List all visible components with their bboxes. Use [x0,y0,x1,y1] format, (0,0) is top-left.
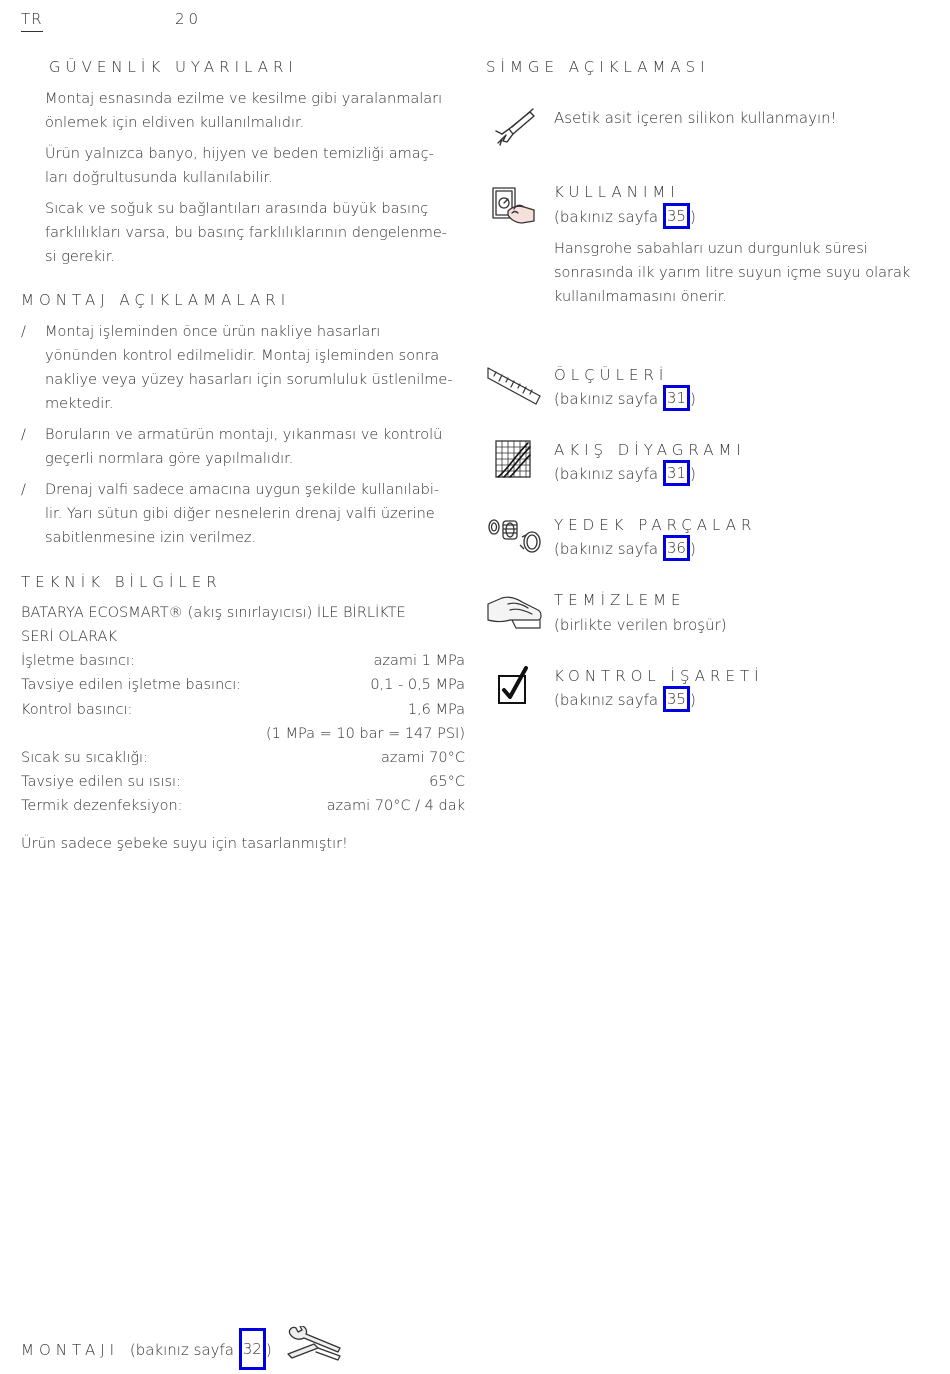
technical-note: Ürün sadece şebeke suyu için tasarlanmıştır! [21,836,348,852]
page-link-32[interactable]: 32 [239,1328,266,1370]
spec-label: Termik dezenfeksiyon: [21,798,183,814]
dimensions-reference [554,387,696,411]
technical-title: TEKNİK BİLGİLER [21,573,222,591]
cleaning-hand-icon [486,590,544,632]
silicone-gun-icon [492,105,536,147]
reference-prefix: (bakınız sayfa [554,465,663,483]
wrench-screwdriver-icon [286,1326,344,1364]
page-link-31[interactable]: 31 [663,385,690,411]
page-link-35[interactable]: 35 [663,203,690,229]
text-line: önlemek için eldiven kullanılmalıdır. [45,115,305,131]
spec-row-recommended-temp [21,770,465,794]
spec-value: azami 70°C [381,750,465,766]
spec-value: azami 1 MPa [373,653,465,669]
bullet-marker: / [21,482,26,498]
assembly-note-1 [45,320,453,416]
spec-label: İşletme basıncı: [21,653,135,669]
reference-prefix: (bakınız sayfa [129,1341,239,1359]
usage-title: KULLANIMI [554,183,680,201]
text-line: BATARYA ECOSMART® (akış sınırlayıcısı) İLE BİRLİKTE [21,605,406,621]
text-line: si gerekir. [45,249,116,265]
silicone-note: Asetik asit içeren silikon kullanmayın! [554,109,837,127]
reference-suffix: ) [265,1341,272,1359]
bullet-marker: / [21,324,26,340]
text-line: ları doğrultusunda kullanılabilir. [45,170,273,186]
spec-label: Tavsiye edilen işletme basıncı: [21,677,242,693]
cleaning-title: TEMİZLEME [554,591,686,609]
safety-paragraph-2 [45,142,434,190]
spec-row-test-pressure [21,698,465,722]
installation-title: MONTAJI [21,1341,120,1359]
control-mark-reference [554,688,696,712]
spec-row-recommended-pressure [21,673,465,697]
ruler-icon [486,364,542,406]
spec-row-operating-pressure [21,649,465,673]
hand-operating-icon [490,183,538,225]
text-line: sonrasında ilk yarım litre suyun içme suyu olarak [554,265,911,281]
text-line: Montaj işleminden önce ürün nakliye hasarları [45,324,381,340]
text-line: Boruların ve armatürün montajı, yıkanması ve kontrolü [45,427,443,443]
technical-intro [21,601,406,649]
text-line: lir. Yarı sütun gibi diğer nesnelerin drenaj valfi üzerine [45,506,435,522]
text-line: mektedir. [45,396,114,412]
text-line: Ürün yalnızca banyo, hijyen ve beden temizliği amaç- [45,146,434,162]
spec-row-hot-water-temp [21,746,465,770]
flow-graph-icon [494,439,534,481]
spec-value: 65°C [429,774,465,790]
text-line: Montaj esnasında ezilme ve kesilme gibi yaralanmaları [45,91,443,107]
safety-paragraph-3 [45,197,447,269]
text-line: yönünden kontrol edilmelidir. Montaj işleminden sonra [45,348,440,364]
spec-value: (1 MPa = 10 bar = 147 PSI) [266,726,465,742]
reference-prefix: (bakınız sayfa [554,390,663,408]
usage-reference [554,205,696,229]
safety-title: GÜVENLİK UYARILARI [49,58,298,76]
spec-value: 0,1 - 0,5 MPa [370,677,465,693]
reference-suffix: ) [689,540,696,558]
reference-suffix: ) [689,208,696,226]
text-line: kullanılmamasını önerir. [554,289,727,305]
reference-prefix: (bakınız sayfa [554,208,663,226]
reference-suffix: ) [689,691,696,709]
usage-description [554,237,910,309]
reference-prefix: (bakınız sayfa [554,540,663,558]
spec-label: Kontrol basıncı: [21,702,133,718]
text-line: SERİ OLARAK [21,629,117,645]
reference-prefix: (bakınız sayfa [554,691,663,709]
spec-label: Sıcak su sıcaklığı: [21,750,148,766]
dimensions-title: ÖLÇÜLERİ [554,366,669,384]
text-line: Sıcak ve soğuk su bağlantıları arasında büyük basınç [45,201,429,217]
language-code: TR [21,8,43,32]
assembly-note-3 [45,478,439,550]
text-line: Drenaj valfi sadece amacına uygun şekilde kullanılabi- [45,482,440,498]
assembly-note-2 [45,423,442,471]
text-line: farklılıkları varsa, bu basınç farklılıklarının dengelenme- [45,225,448,241]
symbols-title: SİMGE AÇIKLAMASI [486,58,710,76]
spare-parts-title: YEDEK PARÇALAR [554,516,757,534]
spec-label: Tavsiye edilen su ısısı: [21,774,181,790]
reference-suffix: ) [689,465,696,483]
text-line: sabitlenmesine izin verilmez. [45,530,257,546]
text-line: nakliye veya yüzey hasarları için sorumluluk üstlenilme- [45,372,453,388]
page-number: 20 [175,10,203,28]
safety-paragraph-1 [45,87,442,135]
bullet-marker: / [21,427,26,443]
checkbox-icon [496,664,532,706]
page-link-36[interactable]: 36 [663,535,690,561]
cleaning-reference: (birlikte verilen broşür) [554,616,727,634]
text-line: geçerli normlara göre yapılmalıdır. [45,451,294,467]
spec-row-thermal-disinfection [21,794,465,818]
page-link-35[interactable]: 35 [663,686,690,712]
flow-diagram-reference [554,462,696,486]
assembly-notes-title: MONTAJ AÇIKLAMALARI [21,291,291,309]
spare-parts-icon [486,515,544,557]
control-mark-title: KONTROL İŞARETİ [554,667,764,685]
spec-value: 1,6 MPa [407,702,465,718]
installation-footer [21,1331,272,1370]
spec-row-pressure-conversion [21,722,465,746]
reference-suffix: ) [689,390,696,408]
spare-parts-reference [554,537,696,561]
page-link-31[interactable]: 31 [663,460,690,486]
spec-value: azami 70°C / 4 dak [326,798,465,814]
flow-diagram-title: AKIŞ DİYAGRAMI [554,441,746,459]
text-line: Hansgrohe sabahları uzun durgunluk süresi [554,241,868,257]
